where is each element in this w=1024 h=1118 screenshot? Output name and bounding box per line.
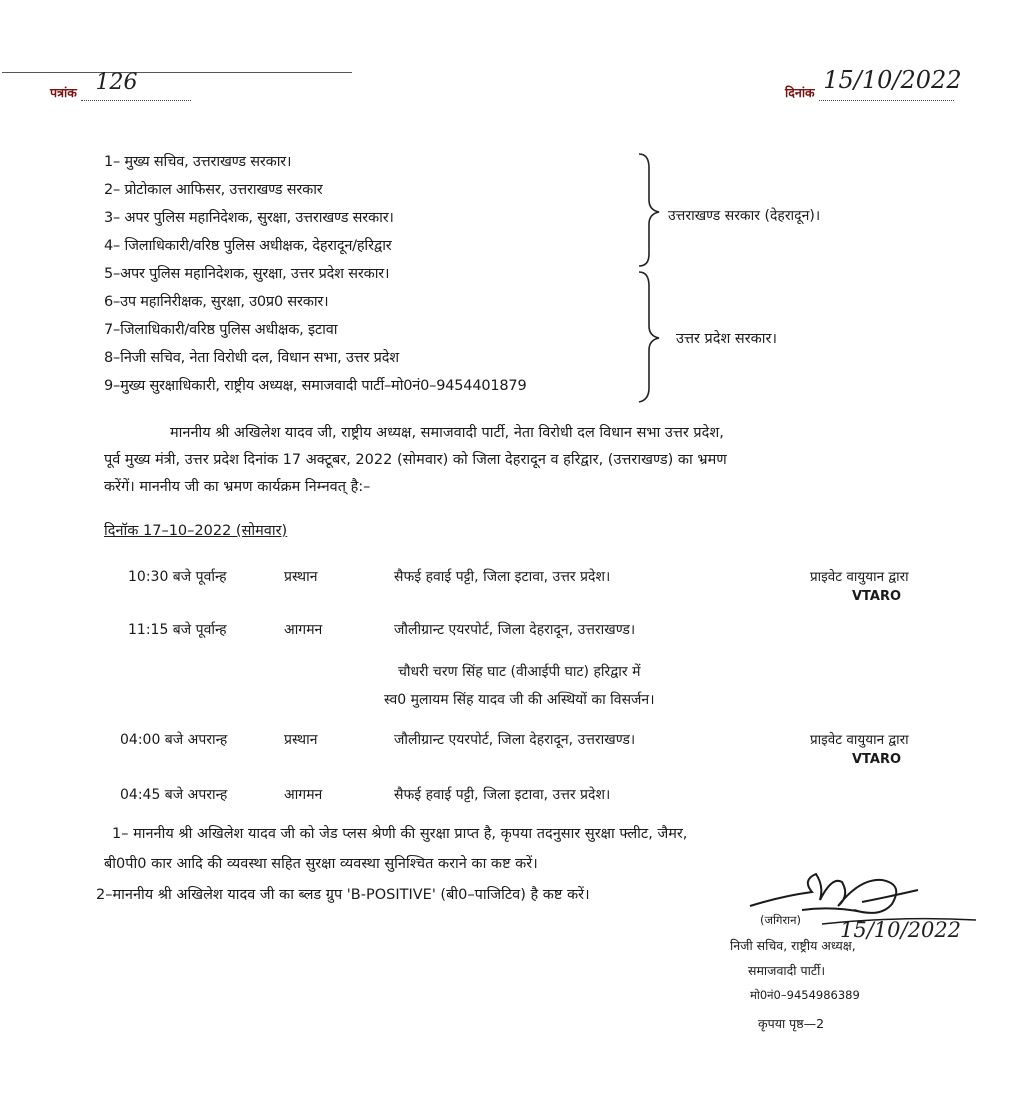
signature-party: समाजवादी पार्टी। [748,963,826,978]
body-line: माननीय श्री अखिलेश यादव जी, राष्ट्रीय अध्यक्ष, समाजवादी पार्टी, नेता विरोधी दल विधान सभा उत्तर प्रदेश, [170,425,724,441]
letter-number [50,70,191,101]
note-line: बी0पी0 कार आदि की व्यवस्था सहित सुरक्षा व्यवस्था सुनिश्चित कराने का कष्ट करें। [104,856,538,872]
schedule-mode: प्राइवेट वायुयान द्वारा [810,732,909,748]
schedule-place: सैफई हवाई पट्टी, जिला इटावा, उत्तर प्रदेश। [394,787,611,803]
signature-phone: मो0नं0–9454986389 [750,988,860,1002]
letter-number-label: पत्रांक [50,85,77,100]
signature-underline [820,914,980,928]
page-continue-note: कृपया पृष्ठ—2 [758,1016,825,1031]
schedule-mode-code: VTARO [852,589,902,604]
schedule-date: दिनॉक 17–10–2022 (सोमवार) [104,523,288,539]
recipient-item: 3– अपर पुलिस महानिदेशक, सुरक्षा, उत्तराखण्ड सरकार। [104,210,394,226]
schedule-time: 04:45 बजे अपरान्ह [120,787,228,803]
letter-number-value: 126 [95,70,138,95]
brace-uttar-pradesh [635,268,665,406]
recipient-item: 2– प्रोटोकाल आफिसर, उत्तराखण्ड सरकार [104,182,323,198]
letter-number-dots [81,70,191,101]
schedule-place: चौधरी चरण सिंह घाट (वीआईपी घाट) हरिद्वार में [398,664,641,680]
letter-date [785,66,962,101]
signature-name: (जगिरान) [760,913,802,927]
recipient-item: 5–अपर पुलिस महानिदेशक, सुरक्षा, उत्तर प्रदेश सरकार। [104,266,390,282]
schedule-action: आगमन [284,622,323,638]
schedule-mode: प्राइवेट वायुयान द्वारा [810,569,909,585]
schedule-action: आगमन [284,787,323,803]
schedule-place: सैफई हवाई पट्टी, जिला इटावा, उत्तर प्रदेश। [394,569,611,585]
letter-date-dots [819,66,962,101]
recipient-item: 4– जिलाधिकारी/वरिष्ठ पुलिस अधीक्षक, देहरादून/हरिद्वार [104,238,392,254]
header-rule [2,72,352,73]
schedule-time: 10:30 बजे पूर्वान्ह [128,569,227,585]
schedule-place: जौलीग्रान्ट एयरपोर्ट, जिला देहरादून, उत्तराखण्ड। [394,732,636,748]
schedule-time: 11:15 बजे पूर्वान्ह [128,622,227,638]
recipient-item: 8–निजी सचिव, नेता विरोधी दल, विधान सभा, उत्तर प्रदेश [104,350,399,366]
schedule-time: 04:00 बजे अपरान्ह [120,732,228,748]
recipient-item: 1– मुख्य सचिव, उत्तराखण्ड सरकार। [104,154,292,170]
note-line: 1– माननीय श्री अखिलेश यादव जी को जेड प्लस श्रेणी की सुरक्षा प्राप्त है, कृपया तदनुसार सुरक्षा फ्लीट, जैमर, [112,826,688,842]
brace-uttarakhand [635,150,665,270]
schedule-mode-code: VTARO [852,752,902,767]
signature-designation: निजी सचिव, राष्ट्रीय अध्यक्ष, [730,938,856,953]
signature-date: 15/10/2022 [840,918,962,942]
group-uttar-pradesh: उत्तर प्रदेश सरकार। [676,331,777,347]
recipient-item: 9–मुख्य सुरक्षाधिकारी, राष्ट्रीय अध्यक्ष, समाजवादी पार्टी–मो0नं0–9454401879 [104,378,527,394]
schedule-place: स्व0 मुलायम सिंह यादव जी की अस्थियों का विसर्जन। [384,692,655,708]
note-line: 2–माननीय श्री अखिलेश यादव जी का ब्लड ग्रुप 'B-POSITIVE' (बी0–पाजिटिव) है कष्ट करें। [96,887,590,903]
recipient-item: 7–जिलाधिकारी/वरिष्ठ पुलिस अधीक्षक, इटावा [104,322,338,338]
schedule-place: जौलीग्रान्ट एयरपोर्ट, जिला देहरादून, उत्तराखण्ड। [394,622,636,638]
group-uttarakhand: उत्तराखण्ड सरकार (देहरादून)। [668,208,821,224]
body-line: पूर्व मुख्य मंत्री, उत्तर प्रदेश दिनांक 17 अक्टूबर, 2022 (सोमवार) को जिला देहरादून व हरिद्वार, (उत्तराखण्ड) का भ्रमण [104,452,727,468]
schedule-action: प्रस्थान [284,569,318,585]
recipient-item: 6–उप महानिरीक्षक, सुरक्षा, उ0प्र0 सरकार। [104,294,329,310]
letter-date-value: 15/10/2022 [823,66,962,94]
body-line: करेंगें। माननीय जी का भ्रमण कार्यक्रम निम्नवत् है:– [104,479,371,495]
body-paragraph [104,420,966,501]
schedule-action: प्रस्थान [284,732,318,748]
letter-date-label: दिनांक [785,85,815,100]
